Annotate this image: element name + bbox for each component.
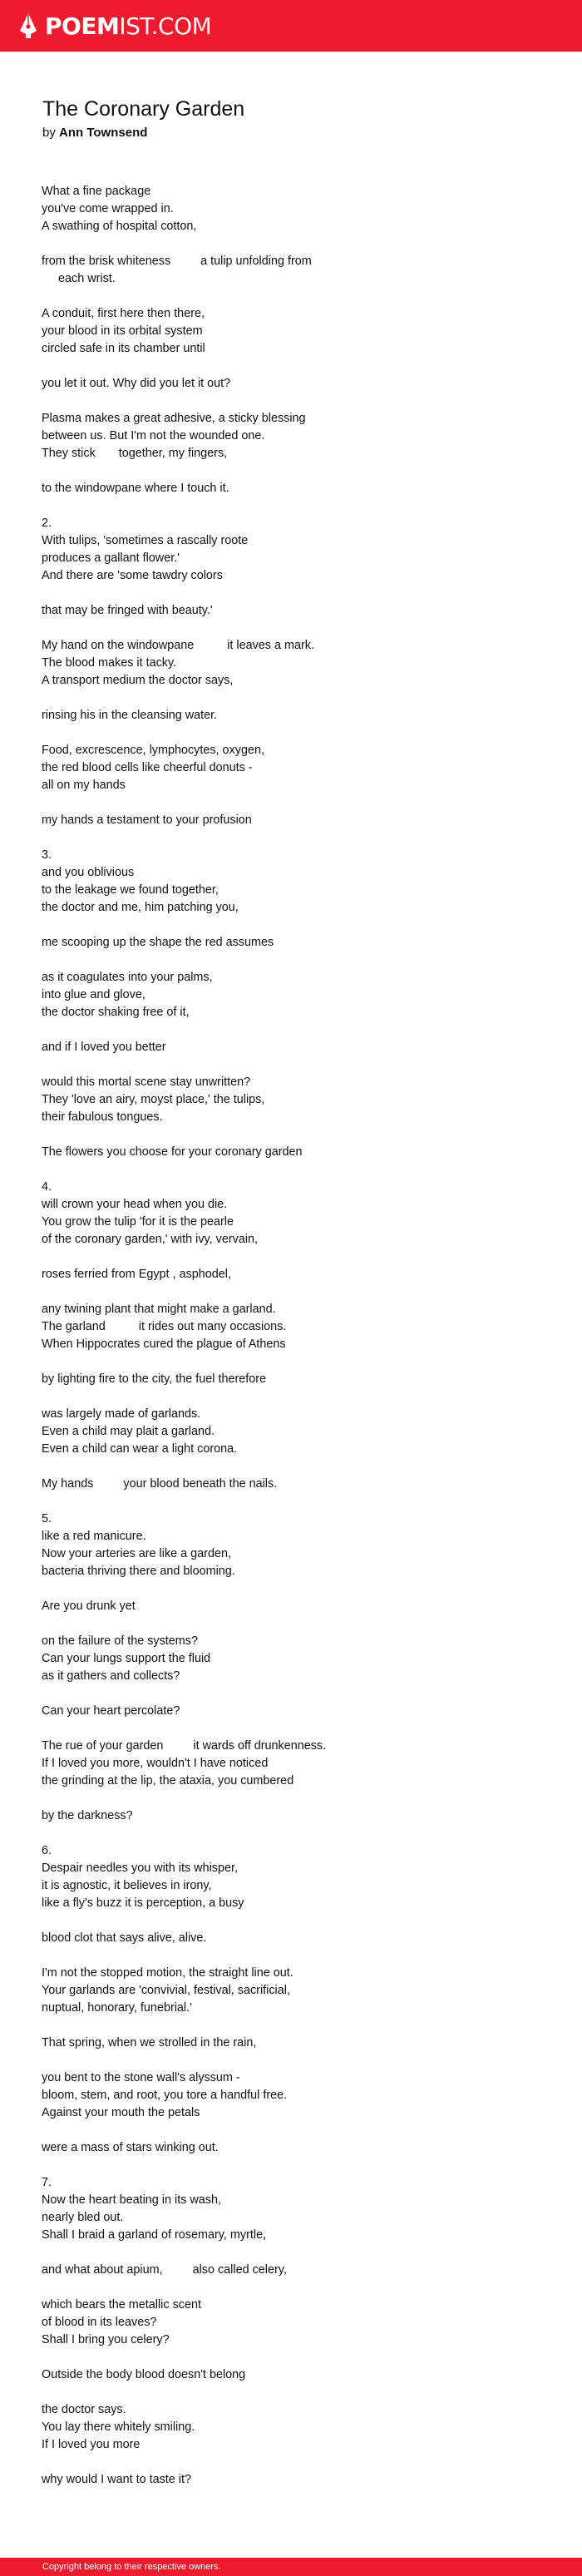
stanza bbox=[42, 410, 557, 462]
stanza bbox=[42, 1074, 557, 1126]
poem-line: My hand on the windowpane it leaves a mark. bbox=[42, 639, 314, 652]
poem-line: nearly bled out. bbox=[42, 2211, 124, 2224]
poem-line: on the failure of the systems? bbox=[42, 1634, 198, 1648]
stanza bbox=[42, 1965, 557, 2017]
poem-line: If I loved you more bbox=[42, 2438, 141, 2451]
poem-line: my hands a testament to your profusion bbox=[42, 813, 252, 827]
poem-line: That spring, when we strolled in the rain, bbox=[42, 2036, 257, 2049]
byline-prefix: by bbox=[42, 126, 56, 140]
stanza bbox=[42, 1510, 557, 1580]
poem-line: and you oblivious bbox=[42, 866, 135, 879]
poem-line: Shall I bring you celery? bbox=[42, 2333, 170, 2346]
site-logo[interactable] bbox=[18, 10, 211, 42]
poem-line: Can your heart percolate? bbox=[42, 1704, 180, 1718]
poem-line: from the brisk whiteness a tulip unfolding from bbox=[42, 255, 312, 268]
poem-line: You grow the tulip 'for it is the pearle bbox=[42, 1215, 234, 1229]
poem-line: The blood makes it tacky. bbox=[42, 656, 177, 670]
poem-line: My hands your blood beneath the nails. bbox=[42, 1477, 278, 1491]
poem-line: They stick together, my fingers, bbox=[42, 447, 228, 460]
poem-line: you let it out. Why did you let it out? bbox=[42, 377, 231, 390]
stanza bbox=[42, 2297, 557, 2349]
poem-body bbox=[42, 183, 557, 2506]
poem-line: will crown your head when you die. bbox=[42, 1198, 228, 1211]
poem-line: by the darkness? bbox=[42, 1809, 133, 1822]
stanza bbox=[42, 742, 557, 794]
poem-line: the doctor says. bbox=[42, 2403, 126, 2416]
poem-line: of blood in its leaves? bbox=[42, 2316, 157, 2329]
poem-line: A swathing of hospital cotton, bbox=[42, 220, 197, 233]
stanza bbox=[42, 2401, 557, 2454]
stanza bbox=[42, 602, 557, 620]
poem-line: and if I loved you better bbox=[42, 1041, 166, 1054]
stanza bbox=[42, 305, 557, 358]
poem-line: all on my hands bbox=[42, 779, 126, 792]
poem-line: their fabulous tongues. bbox=[42, 1110, 163, 1124]
stanza bbox=[42, 2366, 557, 2384]
author-name[interactable]: Ann Townsend bbox=[59, 126, 148, 140]
poem-line: you bent to the stone wall's alyssum - bbox=[42, 2071, 240, 2084]
stanza bbox=[42, 1703, 557, 1720]
poem-line: The flowers you choose for your coronary garden bbox=[42, 1145, 303, 1159]
stanza bbox=[42, 934, 557, 952]
poem-line: Food, excrescence, lymphocytes, oxygen, bbox=[42, 744, 264, 757]
stanza bbox=[42, 515, 557, 585]
poem-line: blood clot that says alive, alive. bbox=[42, 1931, 207, 1945]
poem-line: you've come wrapped in. bbox=[42, 202, 174, 215]
stanza bbox=[42, 183, 557, 235]
site-footer bbox=[0, 2558, 582, 2576]
poem-line: Shall I braid a garland of rosemary, myrtle, bbox=[42, 2228, 267, 2242]
stanza bbox=[42, 480, 557, 497]
poem-line: If I loved you more, wouldn't I have noticed bbox=[42, 1757, 269, 1770]
poem-line: into glue and glove, bbox=[42, 988, 146, 1001]
stanza bbox=[42, 1476, 557, 1493]
poem-line: any twining plant that might make a garland. bbox=[42, 1303, 276, 1316]
stanza bbox=[42, 1144, 557, 1161]
poem-line: A conduit, first here then there, bbox=[42, 307, 205, 320]
poem-line: 7. bbox=[42, 2176, 52, 2189]
stanza bbox=[42, 1039, 557, 1056]
poem-line: and what about apium, also called celery, bbox=[42, 2263, 287, 2277]
poem-line: 6. bbox=[42, 1844, 52, 1857]
poem-line: it is agnostic, it believes in irony, bbox=[42, 1879, 212, 1892]
poem-line: that may be fringed with beauty.' bbox=[42, 604, 213, 617]
stanza bbox=[42, 1266, 557, 1283]
poem-line: like a fly's buzz it is perception, a busy bbox=[42, 1896, 244, 1910]
stanza bbox=[42, 1179, 557, 1248]
poem-line: the grinding at the lip, the ataxia, you cumbered bbox=[42, 1774, 294, 1787]
poem-heading bbox=[42, 96, 244, 141]
poem-line: Even a child can wear a light corona. bbox=[42, 1442, 238, 1456]
stanza bbox=[42, 1930, 557, 1947]
poem-line: your blood in its orbital system bbox=[42, 324, 203, 338]
poem-line: Are you drunk yet bbox=[42, 1599, 136, 1613]
poem-line: With tulips, 'sometimes a rascally roote bbox=[42, 534, 249, 547]
poem-line: You lay there whitely smiling. bbox=[42, 2420, 195, 2434]
poem-line: the doctor and me, him patching you, bbox=[42, 901, 239, 914]
poem-line: produces a gallant flower.' bbox=[42, 551, 180, 565]
poem-line: Now the heart beating in its wash, bbox=[42, 2193, 221, 2207]
stanza bbox=[42, 1301, 557, 1353]
poem-line: 4. bbox=[42, 1180, 52, 1194]
poem-line: would this mortal scene stay unwritten? bbox=[42, 1075, 251, 1089]
copyright-text: Copyright belong to their respective owners. bbox=[42, 2562, 221, 2572]
poem-line: Now your arteries are like a garden, bbox=[42, 1547, 231, 1560]
stanza bbox=[42, 969, 557, 1021]
poem-line: were a mass of stars winking out. bbox=[42, 2141, 219, 2154]
stanza bbox=[42, 847, 557, 917]
poem-line: What a fine package bbox=[42, 185, 151, 198]
stanza bbox=[42, 637, 557, 690]
stanza bbox=[42, 2139, 557, 2157]
site-header bbox=[0, 0, 582, 52]
logo-text-light: IST.COM bbox=[119, 12, 212, 40]
poem-line: between us. But I'm not the wounded one. bbox=[42, 429, 265, 443]
stanza bbox=[42, 1406, 557, 1458]
poem-line: 3. bbox=[42, 848, 52, 862]
stanza bbox=[42, 2262, 557, 2279]
poem-line: was largely made of garlands. bbox=[42, 1407, 201, 1421]
poem-line: of the coronary garden,' with ivy, vervain, bbox=[42, 1233, 259, 1246]
stanza bbox=[42, 1842, 557, 1912]
poem-line: nuptual, honorary, funebrial.' bbox=[42, 2001, 192, 2015]
poem-line: me scooping up the shape the red assumes bbox=[42, 936, 274, 949]
stanza bbox=[42, 1807, 557, 1825]
poem-line: by lighting fire to the city, the fuel therefore bbox=[42, 1372, 267, 1386]
poem-line: the red blood cells like cheerful donuts - bbox=[42, 761, 253, 774]
poem-line: 2. bbox=[42, 517, 52, 530]
poem-line: Against your mouth the petals bbox=[42, 2106, 200, 2119]
stanza bbox=[42, 812, 557, 829]
poem-line: why would I want to taste it? bbox=[42, 2473, 191, 2486]
poem-line: to the windowpane where I touch it. bbox=[42, 482, 229, 495]
poem-line: the doctor shaking free of it, bbox=[42, 1006, 190, 1019]
poem-line: roses ferried from Egypt , asphodel, bbox=[42, 1268, 231, 1281]
poem-line: A transport medium the doctor says, bbox=[42, 674, 234, 687]
poem-line: as it gathers and collects? bbox=[42, 1669, 180, 1683]
stanza bbox=[42, 1738, 557, 1790]
poem-line: bloom, stem, and root, you tore a handful free. bbox=[42, 2089, 288, 2102]
poem-line: 5. bbox=[42, 1512, 52, 1525]
poem-line: as it coagulates into your palms, bbox=[42, 971, 213, 984]
poem-line: Can your lungs support the fluid bbox=[42, 1652, 211, 1665]
stanza bbox=[42, 2035, 557, 2052]
poem-line: Despair needles you with its whisper, bbox=[42, 1862, 238, 1875]
poem-line: rinsing his in the cleansing water. bbox=[42, 709, 218, 722]
stanza bbox=[42, 1598, 557, 1615]
poem-line: bacteria thriving there and blooming. bbox=[42, 1565, 235, 1578]
stanza bbox=[42, 253, 557, 288]
poem-line: to the leakage we found together, bbox=[42, 883, 219, 897]
poem-line: each wrist. bbox=[42, 272, 116, 285]
poem-line: circled safe in its chamber until bbox=[42, 342, 205, 355]
poem-line: like a red manicure. bbox=[42, 1530, 146, 1543]
poem-line: Even a child may plait a garland. bbox=[42, 1425, 215, 1438]
logo-text-bold: POEM bbox=[45, 12, 120, 40]
stanza bbox=[42, 2174, 557, 2244]
stanza bbox=[42, 1371, 557, 1388]
poem-line: which bears the metallic scent bbox=[42, 2298, 201, 2311]
poem-line: The rue of your garden it wards off drunkenness. bbox=[42, 1739, 327, 1753]
stanza bbox=[42, 2069, 557, 2122]
poem-line: And there are 'some tawdry colors bbox=[42, 569, 223, 582]
poem-line: Your garlands are 'convivial, festival, sacrificial, bbox=[42, 1984, 290, 1997]
poem-title: The Coronary Garden bbox=[42, 97, 245, 121]
pen-nib-icon bbox=[18, 12, 38, 39]
poem-line: When Hippocrates cured the plague of Athens bbox=[42, 1337, 286, 1351]
byline bbox=[42, 125, 244, 141]
poem-line: Plasma makes a great adhesive, a sticky blessing bbox=[42, 412, 306, 425]
poem-line: The garland it rides out many occasions. bbox=[42, 1320, 287, 1333]
stanza bbox=[42, 1633, 557, 1685]
stanza bbox=[42, 375, 557, 393]
poem-line: Outside the body blood doesn't belong bbox=[42, 2368, 246, 2381]
poem-line: They 'love an airy, moyst place,' the tulips, bbox=[42, 1093, 265, 1106]
stanza bbox=[42, 707, 557, 724]
stanza bbox=[42, 2471, 557, 2489]
poem-line: I'm not the stopped motion, the straight line out. bbox=[42, 1966, 293, 1980]
